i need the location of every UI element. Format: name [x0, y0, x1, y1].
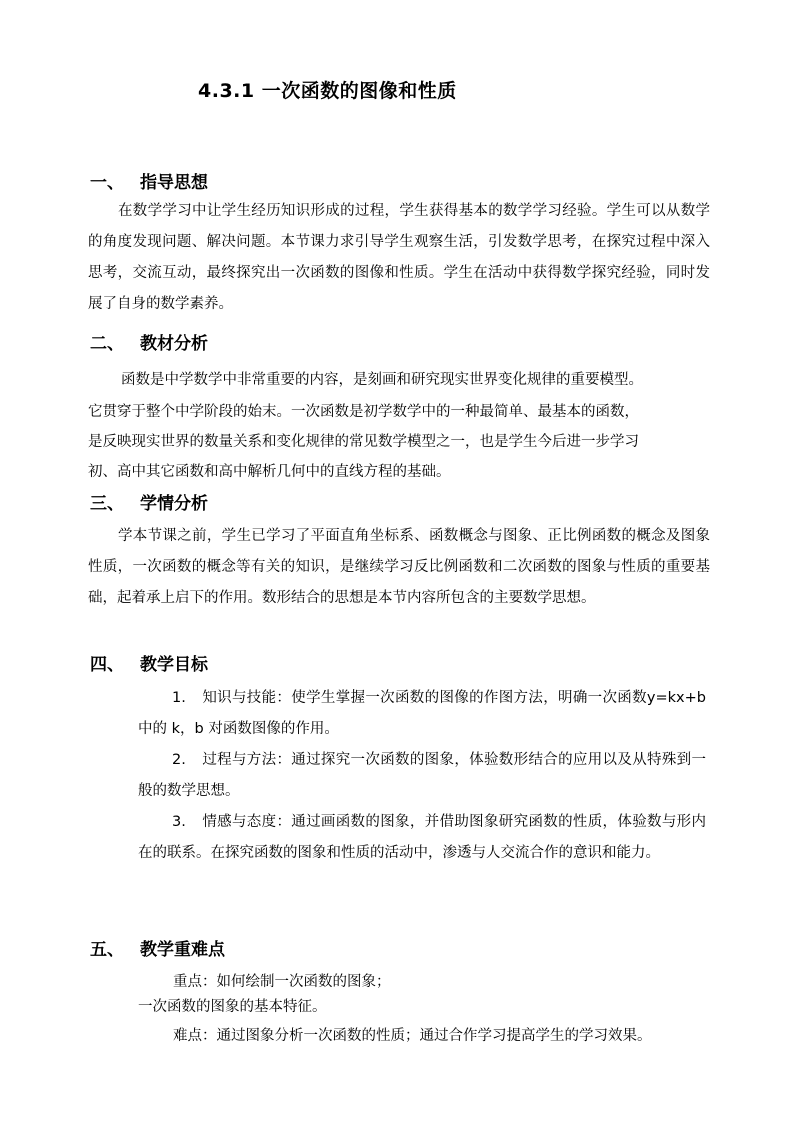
section-2-line-1: 函数是中学数学中非常重要的内容，是刻画和研究现实世界变化规律的重要模型。	[121, 372, 643, 388]
section-title: 指导思想	[140, 173, 208, 193]
objective-number: 3.	[172, 814, 186, 830]
section-heading-3	[90, 489, 208, 514]
section-paragraph-3: 学本节课之前，学生已学习了平面直角坐标系、函数概念与图象、正比例函数的概念及图象性质，一次函数的概念等有关的知识，是继续学习反比例函数和二次函数的图象与性质的重要基础，起着承上启下的作用。数形结合的思想是本节内容所包含的主要数学思想。	[88, 528, 710, 606]
section-number: 一、	[90, 173, 124, 193]
page-title: 4.3.1 一次函数的图像和性质	[198, 80, 457, 102]
objective-number: 1.	[172, 690, 186, 706]
key-point-line: 一次函数的图象的基本特征。	[138, 999, 327, 1015]
section-2-line-3: 是反映现实世界的数量关系和变化规律的常见数学模型之一，也是学生今后进一步学习	[88, 434, 639, 450]
section-title: 教学重难点	[140, 940, 225, 960]
section-2-line-4: 初、高中其它函数和高中解析几何中的直线方程的基础。	[88, 464, 451, 480]
objective-text: 过程与方法：通过探究一次函数的图象，体验数形结合的应用以及从特殊到一般的数学思想。	[138, 752, 706, 799]
section-heading-4	[90, 650, 208, 675]
objective-text: 情感与态度：通过画函数的图象，并借助图象研究函数的性质，体验数与形内在的联系。在探究函数的图象和性质的活动中，渗透与人交流合作的意识和能力。	[138, 814, 706, 861]
section-heading-1	[90, 168, 208, 193]
key-point-line: 重点：如何绘制一次函数的图象；	[173, 974, 391, 990]
objective-item	[138, 807, 706, 869]
difficulty-line: 难点：通过图象分析一次函数的性质；通过合作学习提高学生的学习效果。	[173, 1028, 652, 1044]
section-title: 教学目标	[140, 655, 208, 675]
objective-number: 2.	[172, 752, 186, 768]
section-heading-5	[90, 935, 225, 960]
section-number: 四、	[90, 655, 124, 675]
section-number: 三、	[90, 494, 124, 514]
section-title: 学情分析	[140, 494, 208, 514]
section-title: 教材分析	[140, 334, 208, 354]
objective-text: 知识与技能：使学生掌握一次函数的图像的作图方法，明确一次函数y=kx+b 中的 k，b 对函数图像的作用。	[138, 690, 706, 737]
section-heading-2	[90, 329, 208, 354]
section-number: 二、	[90, 334, 124, 354]
section-number: 五、	[90, 940, 124, 960]
objective-item	[138, 745, 706, 807]
section-paragraph-1: 在数学学习中让学生经历知识形成的过程，学生获得基本的数学学习经验。学生可以从数学的角度发现问题、解决问题。本节课力求引导学生观察生活，引发数学思考，在探究过程中深入思考，交流互动，最终探究出一次函数的图像和性质。学生在活动中获得数学探究经验，同时发展了自身的数学素养。	[88, 203, 710, 312]
objective-item	[138, 683, 706, 745]
section-2-line-2: 它贯穿于整个中学阶段的始末。一次函数是初学数学中的一种最简单、最基本的函数，	[88, 404, 639, 420]
